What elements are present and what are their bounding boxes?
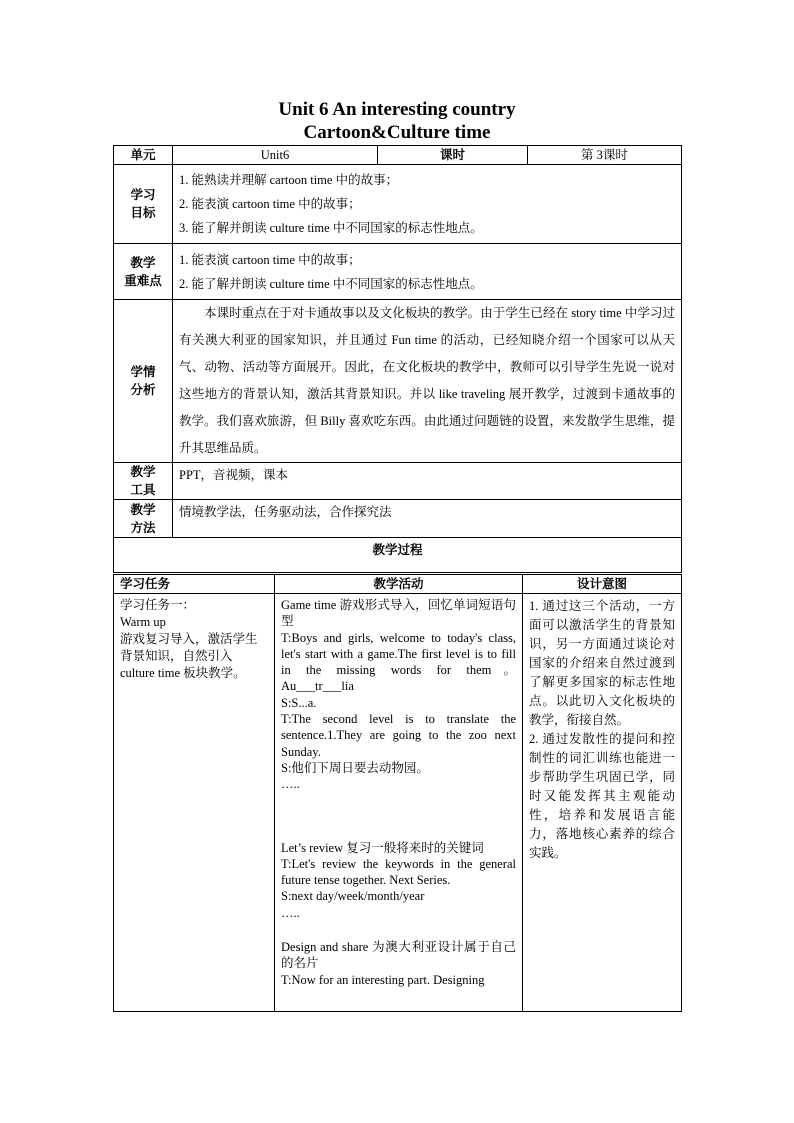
task-name: 学习任务一：: [120, 598, 196, 612]
process-table: [113, 574, 682, 1012]
col-task-header: 学习任务: [114, 575, 275, 594]
design-text: 2. 通过发散性的提问和控制性的词汇训练也能进一步帮助学生巩固已学，同时又能发挥其主观能动性，培养和发展语言能力，落地核心素养的综合实践。: [529, 732, 675, 860]
activity-text: …..: [281, 905, 300, 920]
objectives-list: [173, 165, 682, 244]
methods-value: 情境教学法，任务驱动法，合作探究法: [173, 500, 682, 538]
document-title: Unit 6 An interesting country: [278, 99, 516, 120]
task-sub: Warm up: [120, 615, 166, 629]
period-label: 课时: [378, 146, 528, 165]
activity-text: S:next day/week/month/year: [281, 889, 425, 904]
analysis-label: 学情 分析: [114, 300, 173, 463]
period-value: 第 3课时: [528, 146, 682, 165]
tools-label: 教学 工具: [114, 463, 173, 500]
activity-text: Design and share 为澳大利亚设计属于自己的名片: [281, 940, 516, 971]
activity-text: T:Now for an interesting part. Designing: [281, 972, 485, 987]
key-points-label: 教学 重难点: [114, 244, 173, 300]
key-point-item: 1. 能表演 cartoon time 中的故事；: [179, 252, 361, 267]
activity-text: T:Boys and girls, welcome to today's class, let's start with a game.The first level is to fill in the missing words for them。Au___tr___lia: [281, 630, 516, 694]
objective-item: 1. 能熟读并理解 cartoon time 中的故事；: [179, 173, 399, 187]
objectives-label: 学习 目标: [114, 165, 173, 244]
key-point-item: 2. 能了解并朗读 culture time 中不同国家的标志性地点。: [179, 276, 483, 291]
activity-text: Game time 游戏形式导入，回忆单词短语句型: [281, 598, 516, 629]
col-design-header: 设计意图: [523, 575, 682, 594]
col-activity-header: 教学活动: [275, 575, 523, 594]
lesson-info-table: [113, 145, 682, 573]
tools-value: PPT，音视频，课本: [173, 463, 682, 500]
task-desc: 游戏复习导入，激活学生背景知识，自然引入 culture time 板块教学。: [120, 632, 258, 680]
task-cell: [114, 594, 275, 1012]
activity-cell: [275, 594, 523, 1012]
process-title: 教学过程: [114, 538, 682, 573]
activity-text: T:Let's review the keywords in the general future tense together. Next Series.: [281, 856, 516, 888]
activity-text: S:他们下周日要去动物园。: [281, 760, 429, 775]
activity-text: T:The second level is to translate the sentence.1.They are going to the zoo next Sunday.: [281, 712, 516, 759]
objective-item: 3. 能了解并朗读 culture time 中不同国家的标志性地点。: [179, 221, 483, 235]
objective-item: 2. 能表演 cartoon time 中的故事；: [179, 197, 361, 211]
unit-value: Unit6: [173, 146, 378, 165]
key-points-list: [173, 244, 682, 300]
activity-text: Let’s review 复习一般将来时的关键词: [281, 840, 484, 855]
methods-label: 教学 方法: [114, 500, 173, 538]
design-cell: [523, 594, 682, 1012]
activity-text: …..: [281, 777, 300, 792]
activity-text: S:S...a.: [281, 695, 317, 710]
document-subtitle: Cartoon&Culture time: [303, 122, 491, 143]
design-text: 1. 通过这三个活动，一方面可以激活学生的背景知识，另一方面通过谈论对国家的介绍来自然过渡到了解更多国家的标志性地点。以此切入文化板块的教学，衔接自然。: [529, 599, 675, 727]
unit-label: 单元: [114, 146, 173, 165]
analysis-text: 本课时重点在于对卡通故事以及文化板块的教学。由于学生已经在 story time 中学习过有关澳大利亚的国家知识，并且通过 Fun time 的活动，已经知晓介绍一个国家可以从天气、动物、活动等方面展开。因此，在文化板块的教学中，教师可以引导学生先说一说对这些地方的背景认知，激活其背景知识。并以 like traveling 展开教学，过渡到卡通故事的教学。我们喜欢旅游，但 Billy 喜欢吃东西。由此通过问题链的设置，来发散学生思维，提升其思维品质。: [173, 300, 682, 463]
